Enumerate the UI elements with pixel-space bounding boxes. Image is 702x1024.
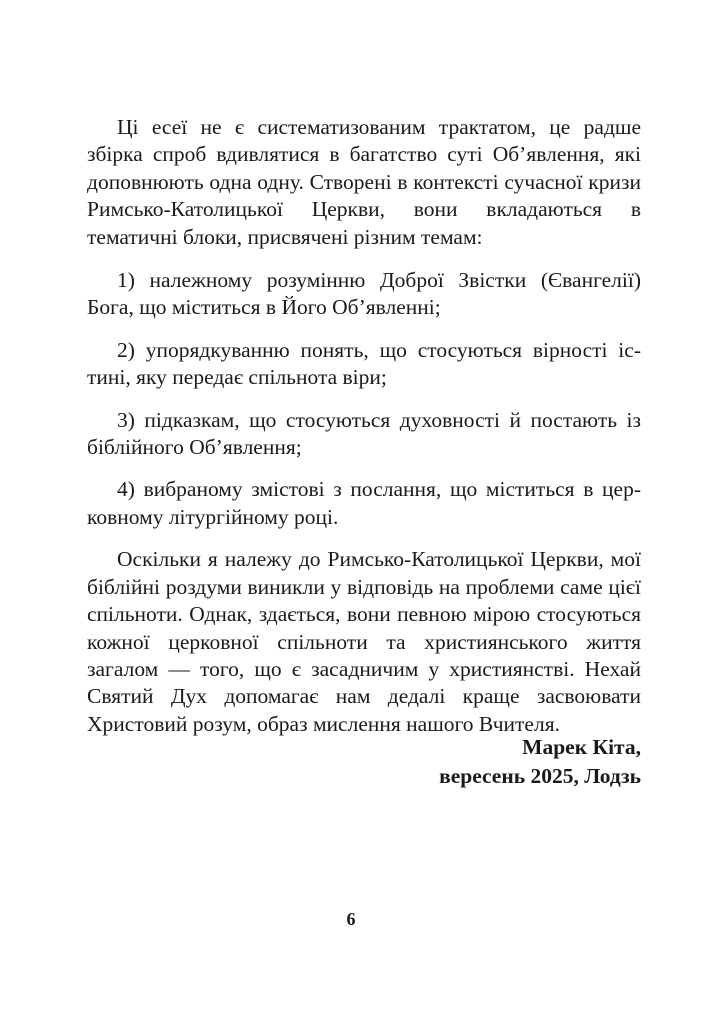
body-text — [87, 114, 641, 754]
signature-date-place: вересень 2025, Лодзь — [439, 764, 641, 788]
signature-author: Марек Кіта, — [522, 735, 641, 759]
intro-paragraph: Ці есеї не є систематизованим трактатом, це радше збірка спроб вдивлятися в багатство суті Об’явлення, які доповнюють одна одну. Створені в контексті сучасної кризи Римсько-Католицької Церкви, вони вкладаються в тематичні блоки, присвячені різним темам: — [87, 115, 641, 249]
closing-paragraph: Оскільки я належу до Римсько-Католицької Церкви, мої біблійні роздуми виникли у відповідь на проблеми саме цієї спільноти. Однак, здається, вони певною мірою стосуються кожної церковної спільноти та християнського життя загалом — того, що є засадничим у християнстві. Нехай Святий Дух допомагає нам дедалі краще засвоювати Христовий розум, образ мислення нашого Вчителя. — [87, 547, 641, 736]
list-item-1: 1) належному розумінню Доброї Звістки (Євангелії) Бога, що міститься в Його Об’явленні; — [87, 268, 641, 320]
list-item-3: 3) підказкам, що стосуються духовності й постають із біблійного Об’явлення; — [87, 407, 641, 460]
list-item-2: 2) упорядкуванню понять, що стосуються вірності істині, яку передає спільнота віри; — [87, 337, 641, 390]
list-item-4: 4) вибраному змістові з послання, що міститься в церковному літургійному році. — [87, 477, 641, 529]
page-number: 6 — [346, 909, 356, 929]
signature-block — [439, 733, 641, 791]
